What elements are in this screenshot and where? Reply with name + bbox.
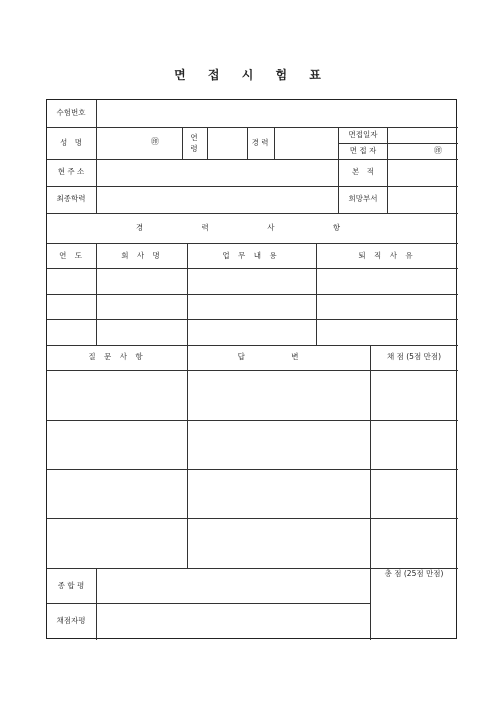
qa-header-answer: 답 변: [237, 352, 321, 361]
page-title: 면 접 시 험 표: [174, 68, 330, 82]
rule: [187, 345, 188, 568]
career-header-resign-reason: 퇴 직 사 유: [358, 251, 416, 260]
rule: [338, 127, 339, 213]
career-header-company: 회 사 명: [121, 251, 163, 260]
qa-header-score: 채 점 (5점 만점): [386, 352, 442, 361]
career-header-year: 연 도: [59, 251, 85, 260]
rule: [47, 469, 458, 470]
label-exam-no: 수험번호: [56, 108, 86, 117]
rule: [47, 127, 458, 128]
interview-form: [46, 99, 457, 639]
rule: [187, 243, 188, 345]
rule: [47, 213, 458, 214]
label-interview-date: 면접일자: [348, 130, 378, 139]
rule: [274, 127, 275, 159]
rule: [96, 568, 97, 640]
rule: [207, 127, 208, 159]
career-section-title: 경 력 사 항: [135, 223, 369, 232]
rule: [247, 127, 248, 159]
label-scorer-review: 채점자평: [56, 616, 86, 625]
rule: [47, 186, 458, 187]
rule: [387, 127, 388, 213]
label-career: 경 력: [251, 138, 269, 147]
rule: [316, 243, 317, 345]
label-total-score: 총 점 (25점 만점): [384, 569, 444, 578]
label-age: 연 령: [190, 133, 198, 153]
rule: [96, 243, 97, 345]
rule: [47, 243, 458, 244]
label-desired-dept: 희망부서: [348, 194, 378, 203]
label-name: 성 명: [60, 138, 82, 147]
career-header-duties: 업 무 내 용: [222, 251, 280, 260]
rule: [47, 518, 458, 519]
rule: [96, 100, 97, 213]
seal-mark-applicant: ㊞: [151, 137, 159, 146]
label-address: 현 주 소: [57, 167, 85, 176]
rule: [338, 143, 458, 144]
rule: [182, 127, 183, 159]
label-overall-review: 종 합 평: [57, 581, 85, 590]
rule: [47, 420, 458, 421]
rule: [47, 370, 458, 371]
seal-mark-interviewer: ㊞: [434, 146, 442, 155]
label-origin: 본 적: [352, 167, 374, 176]
rule: [47, 294, 458, 295]
rule: [47, 345, 458, 346]
label-interviewer: 면 접 자: [349, 146, 377, 155]
rule: [370, 345, 371, 640]
rule: [47, 319, 458, 320]
rule: [47, 159, 458, 160]
label-education: 최종학력: [56, 194, 86, 203]
rule: [47, 268, 458, 269]
qa-header-question: 질 문 사 항: [88, 352, 146, 361]
